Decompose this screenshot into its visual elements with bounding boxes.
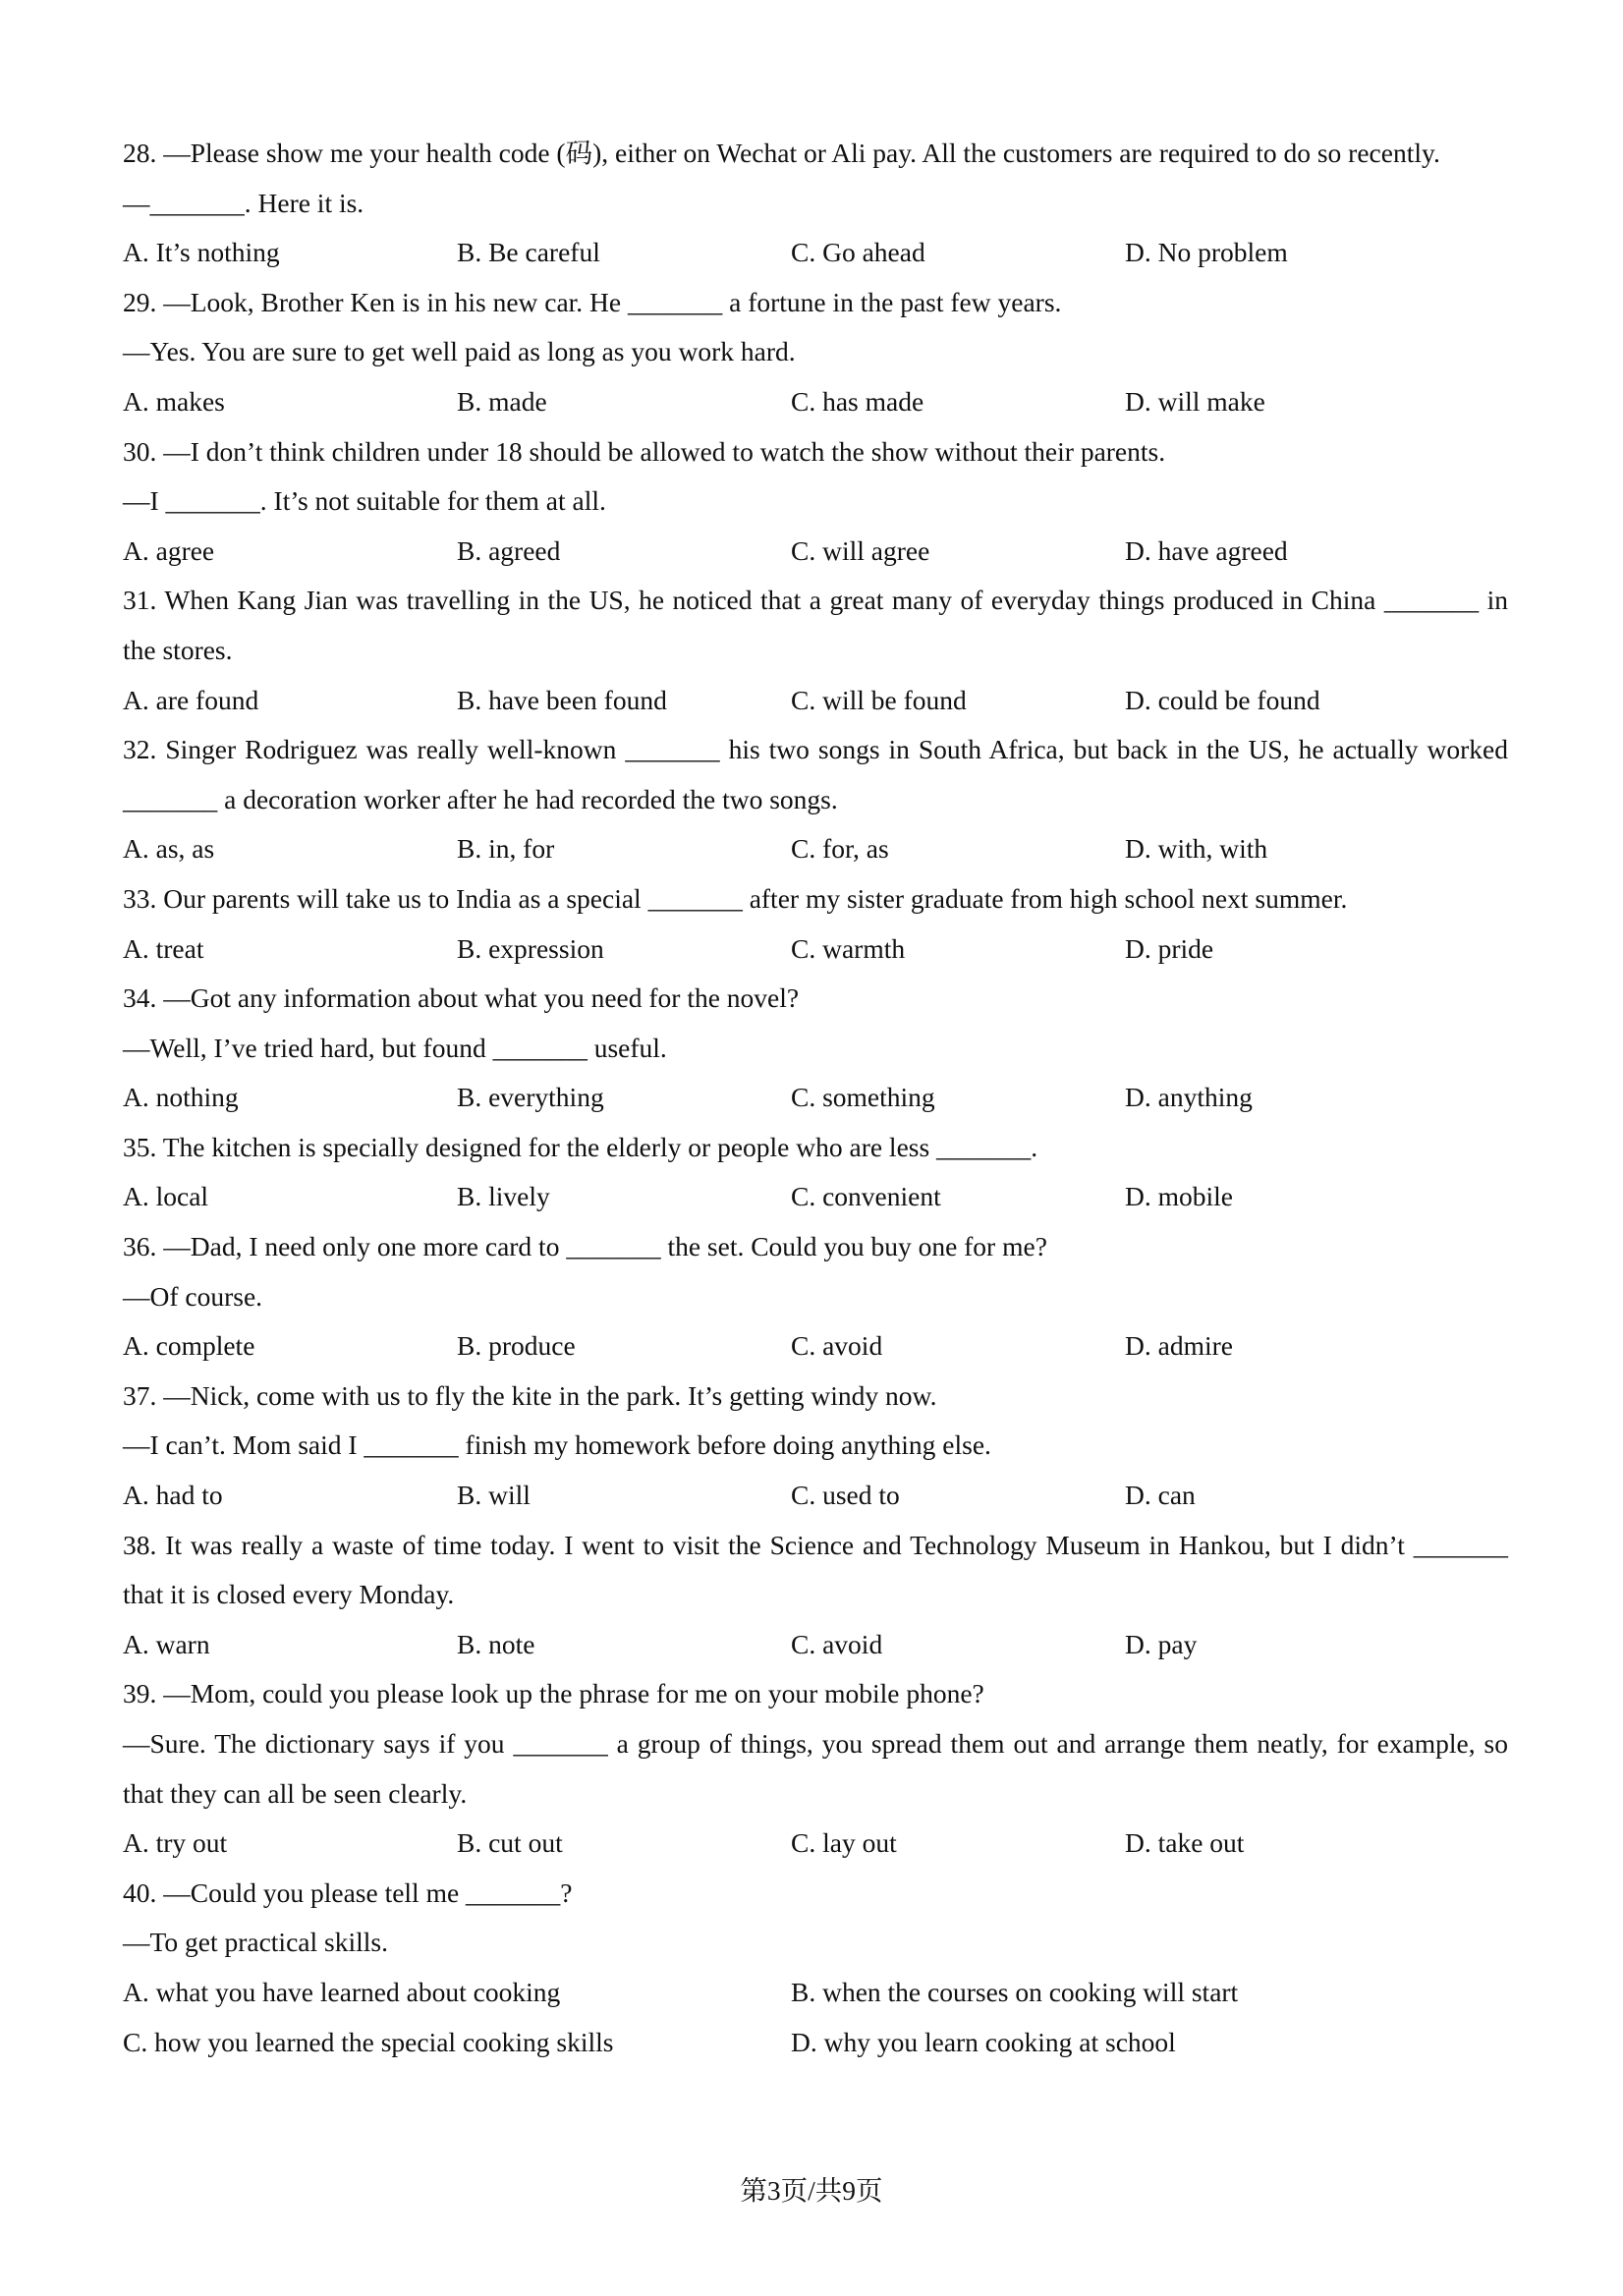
page-number: 第3页/共9页 (740, 2175, 883, 2206)
option-row (123, 2018, 1508, 2068)
answer-option: D. can (1125, 1480, 1196, 1511)
answer-option: C. avoid (791, 1628, 883, 1659)
answer-option: C. for, as (791, 833, 889, 865)
answer-option: A. as, as (123, 833, 215, 865)
answer-option: B. cut out (457, 1827, 563, 1859)
answer-option: D. have agreed (1125, 534, 1288, 566)
answer-option: B. will (457, 1480, 531, 1511)
question-line: —Sure. The dictionary says if you _______ a group of things, you spread them out and arrange them neatly, for example, so that they can all be seen clearly. (123, 1728, 1508, 1809)
answer-option: D. admire (1125, 1330, 1233, 1362)
question-block (123, 1222, 1508, 1372)
answer-option: D. take out (1125, 1827, 1245, 1859)
question-stem: 29. —Look, Brother Ken is in his new car. He _______ a fortune in the past few years. (123, 286, 1062, 317)
answer-option: D. why you learn cooking at school (791, 2026, 1176, 2057)
answer-option: A. are found (123, 684, 259, 715)
answer-option: B. produce (457, 1330, 576, 1362)
question-block (123, 1372, 1508, 1521)
question-block (123, 427, 1508, 577)
answer-option: B. note (457, 1628, 535, 1659)
answer-option: C. something (791, 1082, 935, 1113)
answer-option: A. warn (123, 1628, 210, 1659)
answer-option: B. Be careful (457, 237, 600, 268)
question-block (123, 278, 1508, 427)
answer-option: C. avoid (791, 1330, 883, 1362)
question-line: —I _______. It’s not suitable for them at all. (123, 485, 606, 517)
question-block (123, 725, 1508, 874)
answer-option: C. convenient (791, 1181, 941, 1212)
answer-option: D. pay (1125, 1628, 1198, 1659)
answer-option: A. treat (123, 932, 204, 964)
answer-option: C. has made (791, 385, 924, 417)
answer-option: A. nothing (123, 1082, 239, 1113)
answer-option: A. agree (123, 534, 215, 566)
answer-option: D. anything (1125, 1082, 1253, 1113)
answer-option: C. Go ahead (791, 237, 925, 268)
question-line: —To get practical skills. (123, 1927, 388, 1958)
question-list (123, 129, 1508, 2067)
option-row (123, 1321, 1508, 1372)
option-row (123, 228, 1508, 278)
option-row (123, 1073, 1508, 1123)
question-block (123, 576, 1508, 725)
question-block (123, 1869, 1508, 2067)
answer-option: D. No problem (1125, 237, 1288, 268)
answer-option: A. try out (123, 1827, 228, 1859)
option-row (123, 676, 1508, 726)
question-stem: 40. —Could you please tell me _______? (123, 1876, 573, 1908)
question-stem: 34. —Got any information about what you need for the novel? (123, 982, 800, 1014)
question-stem: 39. —Mom, could you please look up the phrase for me on your mobile phone? (123, 1678, 984, 1709)
answer-option: B. in, for (457, 833, 555, 865)
answer-option: C. how you learned the special cooking skills (123, 2026, 614, 2057)
question-block (123, 1669, 1508, 1868)
question-block (123, 1521, 1508, 1670)
option-row (123, 824, 1508, 874)
answer-option: B. have been found (457, 684, 667, 715)
answer-option: C. will be found (791, 684, 967, 715)
question-stem: 37. —Nick, come with us to fly the kite in the park. It’s getting windy now. (123, 1379, 937, 1411)
option-row (123, 1968, 1508, 2018)
question-block (123, 129, 1508, 278)
question-line: —Yes. You are sure to get well paid as long as you work hard. (123, 336, 796, 367)
answer-option: D. pride (1125, 932, 1214, 964)
option-row (123, 1471, 1508, 1521)
question-stem: 35. The kitchen is specially designed for the elderly or people who are less _______. (123, 1131, 1038, 1162)
question-block (123, 974, 1508, 1123)
question-block (123, 1123, 1508, 1222)
question-stem: 38. It was really a waste of time today. I went to visit the Science and Technology Museum in Hankou, but I didn’t _______ that it is closed every Monday. (123, 1529, 1508, 1610)
question-line: —I can’t. Mom said I _______ finish my homework before doing anything else. (123, 1429, 991, 1461)
option-row (123, 527, 1508, 577)
answer-option: A. local (123, 1181, 209, 1212)
question-stem: 33. Our parents will take us to India as a special _______ after my sister graduate from high school next summer. (123, 882, 1348, 914)
question-stem: 28. —Please show me your health code (码), either on Wechat or Ali pay. All the customers are required to do so recently. (123, 138, 1440, 168)
answer-option: C. will agree (791, 534, 930, 566)
question-line: —Of course. (123, 1280, 263, 1312)
answer-option: A. complete (123, 1330, 255, 1362)
answer-option: D. mobile (1125, 1181, 1233, 1212)
option-row (123, 377, 1508, 427)
answer-option: A. makes (123, 385, 225, 417)
answer-option: C. used to (791, 1480, 900, 1511)
answer-option: B. agreed (457, 534, 561, 566)
answer-option: B. everything (457, 1082, 604, 1113)
question-stem: 31. When Kang Jian was travelling in the US, he noticed that a great many of everyday things produced in China _______ in the stores. (123, 585, 1508, 665)
answer-option: B. expression (457, 932, 604, 964)
option-row (123, 1819, 1508, 1869)
answer-option: D. could be found (1125, 684, 1320, 715)
question-line: —Well, I’ve tried hard, but found _______ useful. (123, 1032, 667, 1063)
question-stem: 30. —I don’t think children under 18 should be allowed to watch the show without their parents. (123, 435, 1166, 467)
answer-option: B. when the courses on cooking will start (791, 1976, 1239, 2007)
question-stem: 36. —Dad, I need only one more card to _______ the set. Could you buy one for me? (123, 1231, 1047, 1262)
option-row (123, 924, 1508, 975)
answer-option: C. warmth (791, 932, 906, 964)
answer-option: A. It’s nothing (123, 237, 280, 268)
question-block (123, 874, 1508, 974)
answer-option: B. made (457, 385, 547, 417)
answer-option: A. had to (123, 1480, 223, 1511)
option-row (123, 1620, 1508, 1670)
question-line: —_______. Here it is. (123, 187, 364, 218)
answer-option: C. lay out (791, 1827, 897, 1859)
answer-option: B. lively (457, 1181, 550, 1212)
answer-option: A. what you have learned about cooking (123, 1976, 561, 2007)
answer-option: D. will make (1125, 385, 1265, 417)
question-stem: 32. Singer Rodriguez was really well-known _______ his two songs in South Africa, but back in the US, he actually worked _______ a decoration worker after he had recorded the two songs. (123, 734, 1508, 814)
option-row (123, 1172, 1508, 1222)
answer-option: D. with, with (1125, 833, 1268, 865)
